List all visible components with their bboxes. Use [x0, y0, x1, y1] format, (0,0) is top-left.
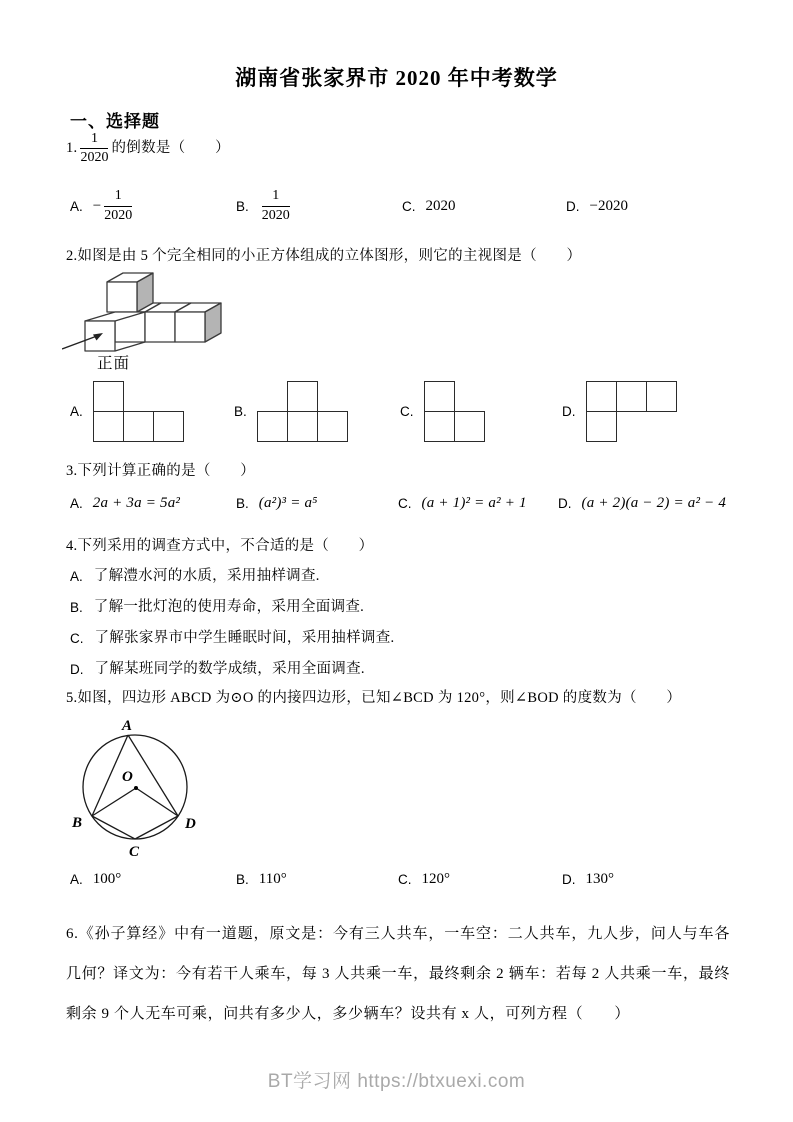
q1-stem-text: 的倒数是（ ） [111, 140, 230, 157]
grid-square [93, 411, 124, 442]
option-value [93, 188, 135, 223]
option-value: 130° [585, 870, 614, 887]
option-label: A. [70, 198, 83, 214]
grid-square [586, 381, 617, 412]
option-formula: (a + 2)(a − 2) = a² − 4 [581, 494, 727, 511]
fraction-denominator: 2020 [261, 207, 290, 223]
grid-square [317, 411, 348, 442]
option-value [259, 188, 293, 223]
fraction-numerator: 1 [104, 188, 132, 206]
option-label: A. [70, 568, 83, 584]
grid-square [616, 381, 647, 412]
q4-option-c [70, 628, 394, 648]
q1-stem-fraction [80, 131, 108, 166]
option-shape [586, 381, 677, 442]
q3-stem: 3.下列计算正确的是（ ） [66, 463, 256, 479]
option-label: D. [566, 198, 580, 214]
footer-watermark: BT学习网 https://btxuexi.com [267, 1071, 526, 1092]
option-label: D. [70, 661, 84, 677]
option-formula: (a²)³ = a⁵ [258, 494, 318, 511]
q3-option-d [558, 488, 726, 518]
fraction-denominator: 2020 [80, 150, 109, 166]
option-shape [257, 381, 348, 442]
q1-option-d [566, 186, 628, 226]
option-text: 了解某班同学的数学成绩，采用全面调查. [94, 660, 365, 677]
option-value: −2020 [589, 197, 628, 214]
section-heading: 一、选择题 [70, 112, 160, 131]
option-label: A. [70, 495, 83, 511]
option-label: C. [402, 198, 416, 214]
cube-figure-label: 正面 [97, 355, 131, 372]
option-label: B. [236, 871, 249, 887]
option-formula: 2a + 3a = 5a² [92, 494, 181, 511]
q1-option-a [70, 186, 135, 226]
option-label: B. [236, 198, 249, 214]
grid-square [153, 411, 184, 442]
q2-stem: 2.如图是由 5 个完全相同的小正方体组成的立体图形，则它的主视图是（ ） [66, 248, 582, 264]
q1-number: 1. [66, 140, 78, 157]
option-label: A. [70, 404, 83, 419]
option-shape [424, 381, 485, 442]
top-cube [107, 273, 153, 312]
grid-square [454, 411, 485, 442]
grid-square [287, 411, 318, 442]
point-label-c: C [129, 844, 140, 860]
grid-square [646, 381, 677, 412]
option-label: C. [398, 871, 412, 887]
fraction-numerator: 1 [80, 131, 108, 149]
q1-option-b [236, 186, 293, 226]
option-text: 了解张家界市中学生睡眠时间，采用抽样调查. [94, 629, 395, 646]
circle-figure [60, 712, 235, 862]
grid-square [287, 381, 318, 412]
q2-option-b [234, 381, 348, 442]
option-shape [93, 381, 184, 442]
q5-option-b [236, 868, 287, 890]
q4-option-b [70, 597, 364, 617]
q2-option-d [562, 381, 677, 442]
option-text: 了解澧水河的水质，采用抽样调查. [93, 567, 320, 584]
q1-option-c [402, 186, 456, 226]
grid-square [586, 411, 617, 442]
option-label: C. [400, 404, 414, 419]
page-title: 湖南省张家界市 2020 年中考数学 [235, 66, 558, 90]
center-point [134, 786, 138, 790]
point-label-o: O [122, 769, 133, 785]
grid-square [257, 411, 288, 442]
option-value: 120° [421, 870, 450, 887]
option-value: 100° [92, 870, 122, 887]
option-fraction [262, 188, 290, 223]
option-label: B. [70, 599, 83, 615]
option-fraction [104, 188, 132, 223]
option-label: D. [562, 404, 576, 419]
minus-sign: − [92, 197, 102, 214]
fraction-numerator: 1 [262, 188, 290, 206]
q5-option-a [70, 868, 121, 890]
point-label-b: B [72, 815, 83, 831]
q1-stem [66, 131, 230, 166]
option-text: 了解一批灯泡的使用寿命，采用全面调查. [93, 598, 365, 615]
q2-option-c [400, 381, 485, 442]
q4-option-d [70, 659, 365, 679]
option-label: B. [234, 404, 247, 419]
option-label: D. [562, 871, 576, 887]
q5-option-d [562, 868, 614, 890]
grid-square [424, 381, 455, 412]
option-label: C. [70, 630, 84, 646]
option-label: B. [236, 495, 249, 511]
grid-square [424, 411, 455, 442]
q5-stem: 5.如图，四边形 ABCD 为⊙O 的内接四边形，已知∠BCD 为 120°，则∠BOD 的度数为（ ） [66, 690, 682, 706]
option-label: A. [70, 871, 83, 887]
option-label: D. [558, 495, 572, 511]
option-value: 110° [258, 870, 287, 887]
q6-stem: 6.《孙子算经》中有一道题，原文是：今有三人共车，一车空：二人共车，九人步，问人与车各几何？译文为：今有若干人乘车，每 3 人共乘一车，最终剩余 2 辆车：若每 2 人共乘一车，最终剩余 9 个人无车可乘，问共有多少人，多少辆车？设共有 x 人，可列方程（ ） [66, 926, 730, 1022]
q3-option-c [398, 488, 527, 518]
option-value: 2020 [425, 197, 456, 214]
grid-square [93, 381, 124, 412]
q2-option-a [70, 381, 184, 442]
option-formula: (a + 1)² = a² + 1 [421, 494, 527, 511]
q5-option-c [398, 868, 450, 890]
q4-stem: 4.下列采用的调查方式中，不合适的是（ ） [66, 538, 374, 554]
grid-square [123, 411, 154, 442]
fraction-denominator: 2020 [104, 207, 133, 223]
q3-option-b [236, 488, 318, 518]
point-label-d: D [185, 816, 196, 832]
q4-option-a [70, 566, 320, 586]
q3-option-a [70, 488, 180, 518]
point-label-a: A [122, 718, 133, 734]
cube-figure [62, 270, 262, 370]
option-label: C. [398, 495, 412, 511]
